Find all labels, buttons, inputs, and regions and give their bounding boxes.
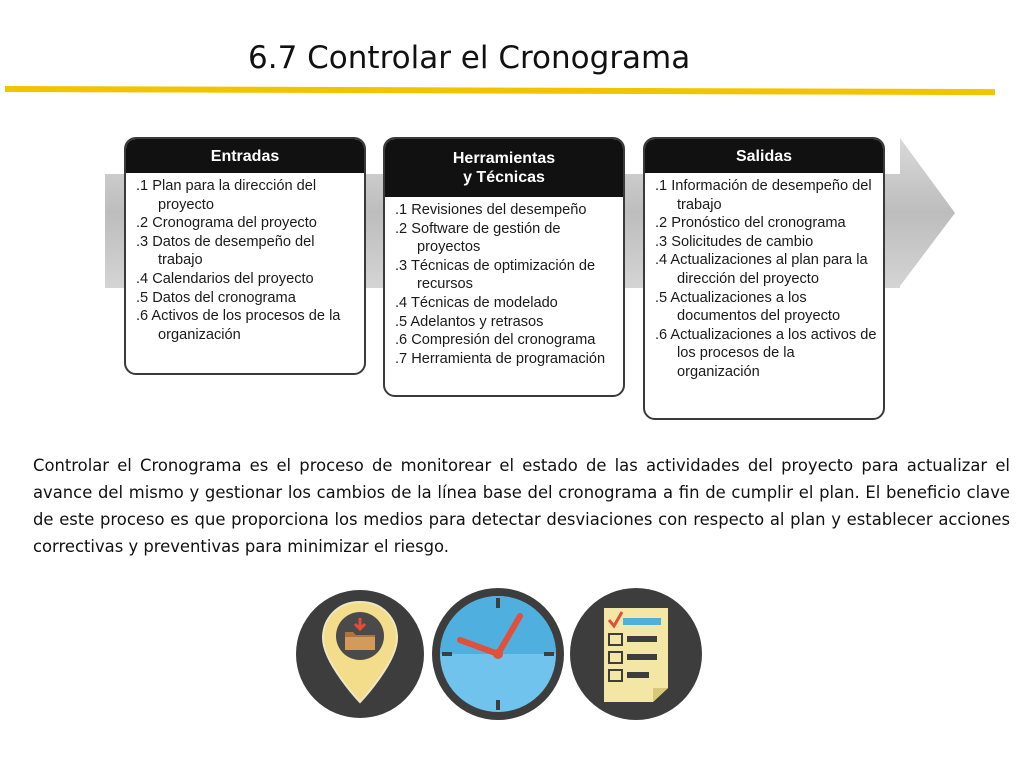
salidas-box bbox=[643, 137, 885, 420]
salidas-header: Salidas bbox=[645, 139, 883, 173]
checklist-icon bbox=[570, 588, 702, 720]
entradas-list bbox=[126, 173, 364, 344]
list-item: .4 Actualizaciones al plan para la dirección del proyecto bbox=[655, 252, 868, 287]
list-item: .3 Solicitudes de cambio bbox=[655, 233, 814, 250]
list-item: .1 Información de desempeño del trabajo bbox=[655, 178, 872, 213]
list-item: .4 Calendarios del proyecto bbox=[136, 270, 314, 287]
list-item: .1 Plan para la dirección del proyecto bbox=[136, 178, 317, 213]
icon-strip bbox=[295, 588, 705, 720]
process-description: Controlar el Cronograma es el proceso de monitorear el estado de las actividades del proyecto para actualizar el avance del mismo y gestionar los cambios de la línea base del cronograma a fin de cumplir el plan. El beneficio clave de este proceso es que proporciona los medios para detectar desviaciones con respecto al plan y establecer acciones correctivas y preventivas para minimizar el riesgo. bbox=[33, 456, 1010, 556]
herramientas-header: Herramientas y Técnicas bbox=[385, 139, 623, 197]
list-item: .4 Técnicas de modelado bbox=[395, 294, 558, 311]
list-item: .7 Herramienta de programación bbox=[395, 350, 606, 367]
list-item: .6 Compresión del cronograma bbox=[395, 332, 596, 349]
salidas-list bbox=[645, 173, 883, 382]
list-item: .3 Técnicas de optimización de recursos bbox=[395, 257, 596, 293]
herramientas-box bbox=[383, 137, 625, 397]
page-title: 6.7 Controlar el Cronograma bbox=[248, 40, 691, 76]
list-item: .1 Revisiones del desempeño bbox=[395, 202, 587, 218]
entradas-box bbox=[124, 137, 366, 375]
title-underline bbox=[5, 86, 995, 95]
list-item: .5 Datos del cronograma bbox=[136, 289, 296, 306]
list-item: .2 Cronograma del proyecto bbox=[136, 215, 317, 232]
herramientas-list bbox=[385, 197, 623, 368]
list-item: .2 Pronóstico del cronograma bbox=[655, 215, 846, 232]
entradas-header: Entradas bbox=[126, 139, 364, 173]
list-item: .5 Adelantos y retrasos bbox=[395, 313, 544, 330]
list-item: .6 Actualizaciones a los activos de los procesos de la organización bbox=[655, 326, 877, 380]
list-item: .2 Software de gestión de proyectos bbox=[395, 220, 561, 256]
list-item: .3 Datos de desempeño del trabajo bbox=[136, 233, 315, 269]
list-item: .5 Actualizaciones a los documentos del proyecto bbox=[655, 289, 841, 325]
clock-icon bbox=[432, 588, 564, 720]
list-item: .6 Activos de los procesos de la organización bbox=[136, 308, 341, 343]
location-pin-folder-icon bbox=[296, 590, 424, 718]
